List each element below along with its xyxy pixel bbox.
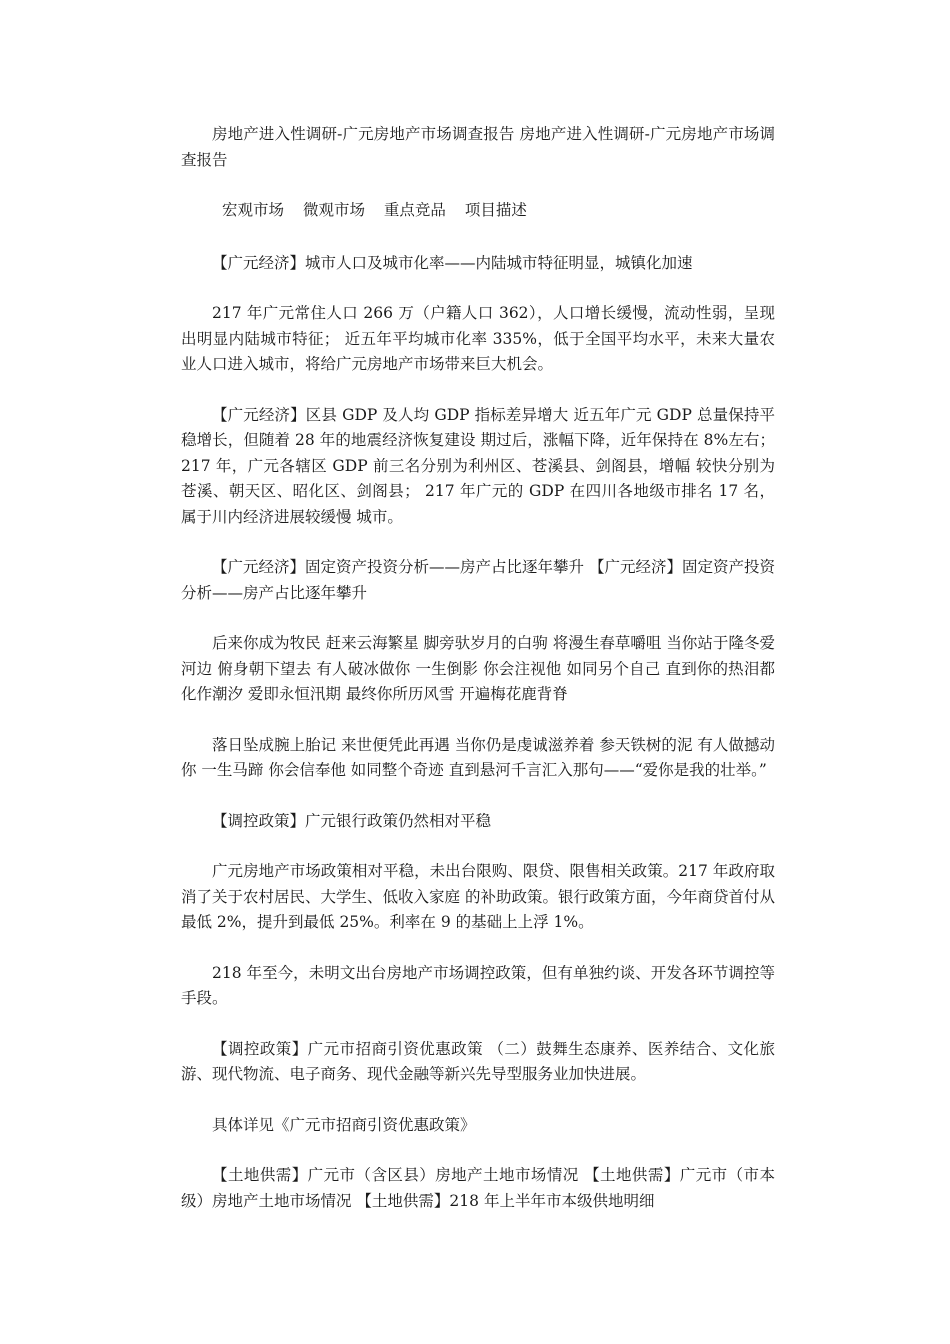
section-nav xyxy=(181,198,775,224)
paragraph-fixed-asset-investment: 【广元经济】固定资产投资分析——房产占比逐年攀升 【广元经济】固定资产投资分析——房产占比逐年攀升 xyxy=(181,558,775,602)
paragraph-policy-bank-heading: 【调控政策】广元银行政策仍然相对平稳 xyxy=(212,811,492,830)
paragraph-verse-two: 落日坠成腕上胎记 来世便凭此再遇 当你仍是虔诚滋养着 参天铁树的泥 有人做撼动你 一生马蹄 你会信奉他 如同整个奇迹 直到悬河千言汇入那句——“爱你是我的壮举。” xyxy=(181,735,775,779)
paragraph-verse-one: 后来你成为牧民 赶来云海繁星 脚旁驮岁月的白驹 将漫生春草嚼咀 当你站于隆冬爱河边 俯身朝下望去 有人破冰做你 一生倒影 你会注视他 如同另个自己 直到你的热泪都化作潮汐 爱即永恒汛期 最终你所历风雪 开遍梅花鹿背脊 xyxy=(181,634,775,703)
nav-item-macro-market: 宏观市场 xyxy=(222,201,285,219)
document-body xyxy=(181,122,775,1239)
paragraph-incentives-reference: 具体详见《广元市招商引资优惠政策》 xyxy=(212,1115,476,1134)
nav-item-project-description: 项目描述 xyxy=(464,201,527,219)
document-title: 房地产进入性调研-广元房地产市场调查报告 房地产进入性调研-广元房地产市场调查报告 xyxy=(181,125,775,169)
paragraph-policy-2018: 218 年至今，未明文出台房地产市场调控政策，但有单独约谈、开发各环节调控等手段。 xyxy=(181,963,775,1007)
paragraph-gdp: 【广元经济】区县 GDP 及人均 GDP 指标差异增大 近五年广元 GDP 总量保持平稳增长，但随着 28 年的地震经济恢复建设 期过后，涨幅下降，近年保持在 8%左右； 217 年，广元各辖区 GDP 前三名分别为利州区、苍溪县、剑阁县，增幅 较快分别为苍溪、朝天区、昭化区、剑阁县； 217 年广元的 GDP 在四川各地级市排名 17 名，属于川内经济进展较缓慢 城市。 xyxy=(181,405,775,526)
nav-item-key-competitors: 重点竞品 xyxy=(383,201,446,219)
nav-item-micro-market: 微观市场 xyxy=(302,201,365,219)
paragraph-investment-incentives: 【调控政策】广元市招商引资优惠政策 （二）鼓舞生态康养、医养结合、文化旅游、现代物流、电子商务、现代金融等新兴先导型服务业加快进展。 xyxy=(181,1039,775,1083)
paragraph-land-supply: 【土地供需】广元市（含区县）房地产土地市场情况 【土地供需】广元市（市本级）房地产土地市场情况 【土地供需】218 年上半年市本级供地明细 xyxy=(181,1166,775,1210)
paragraph-policy-bank: 广元房地产市场政策相对平稳，未出台限购、限贷、限售相关政策。217 年政府取消了关于农村居民、大学生、低收入家庭 的补助政策。银行政策方面，今年商贷首付从最低 2%，提升到最低 25%。利率在 9 的基础上上浮 1%。 xyxy=(181,862,775,931)
paragraph-economy-population-heading: 【广元经济】城市人口及城市化率——内陆城市特征明显，城镇化加速 xyxy=(212,253,693,272)
paragraph-population: 217 年广元常住人口 266 万（户籍人口 362），人口增长缓慢，流动性弱，呈现出明显内陆城市特征； 近五年平均城市化率 335%，低于全国平均水平，未来大量农业人口进入城市，将给广元房地产市场带来巨大机会。 xyxy=(181,304,775,373)
